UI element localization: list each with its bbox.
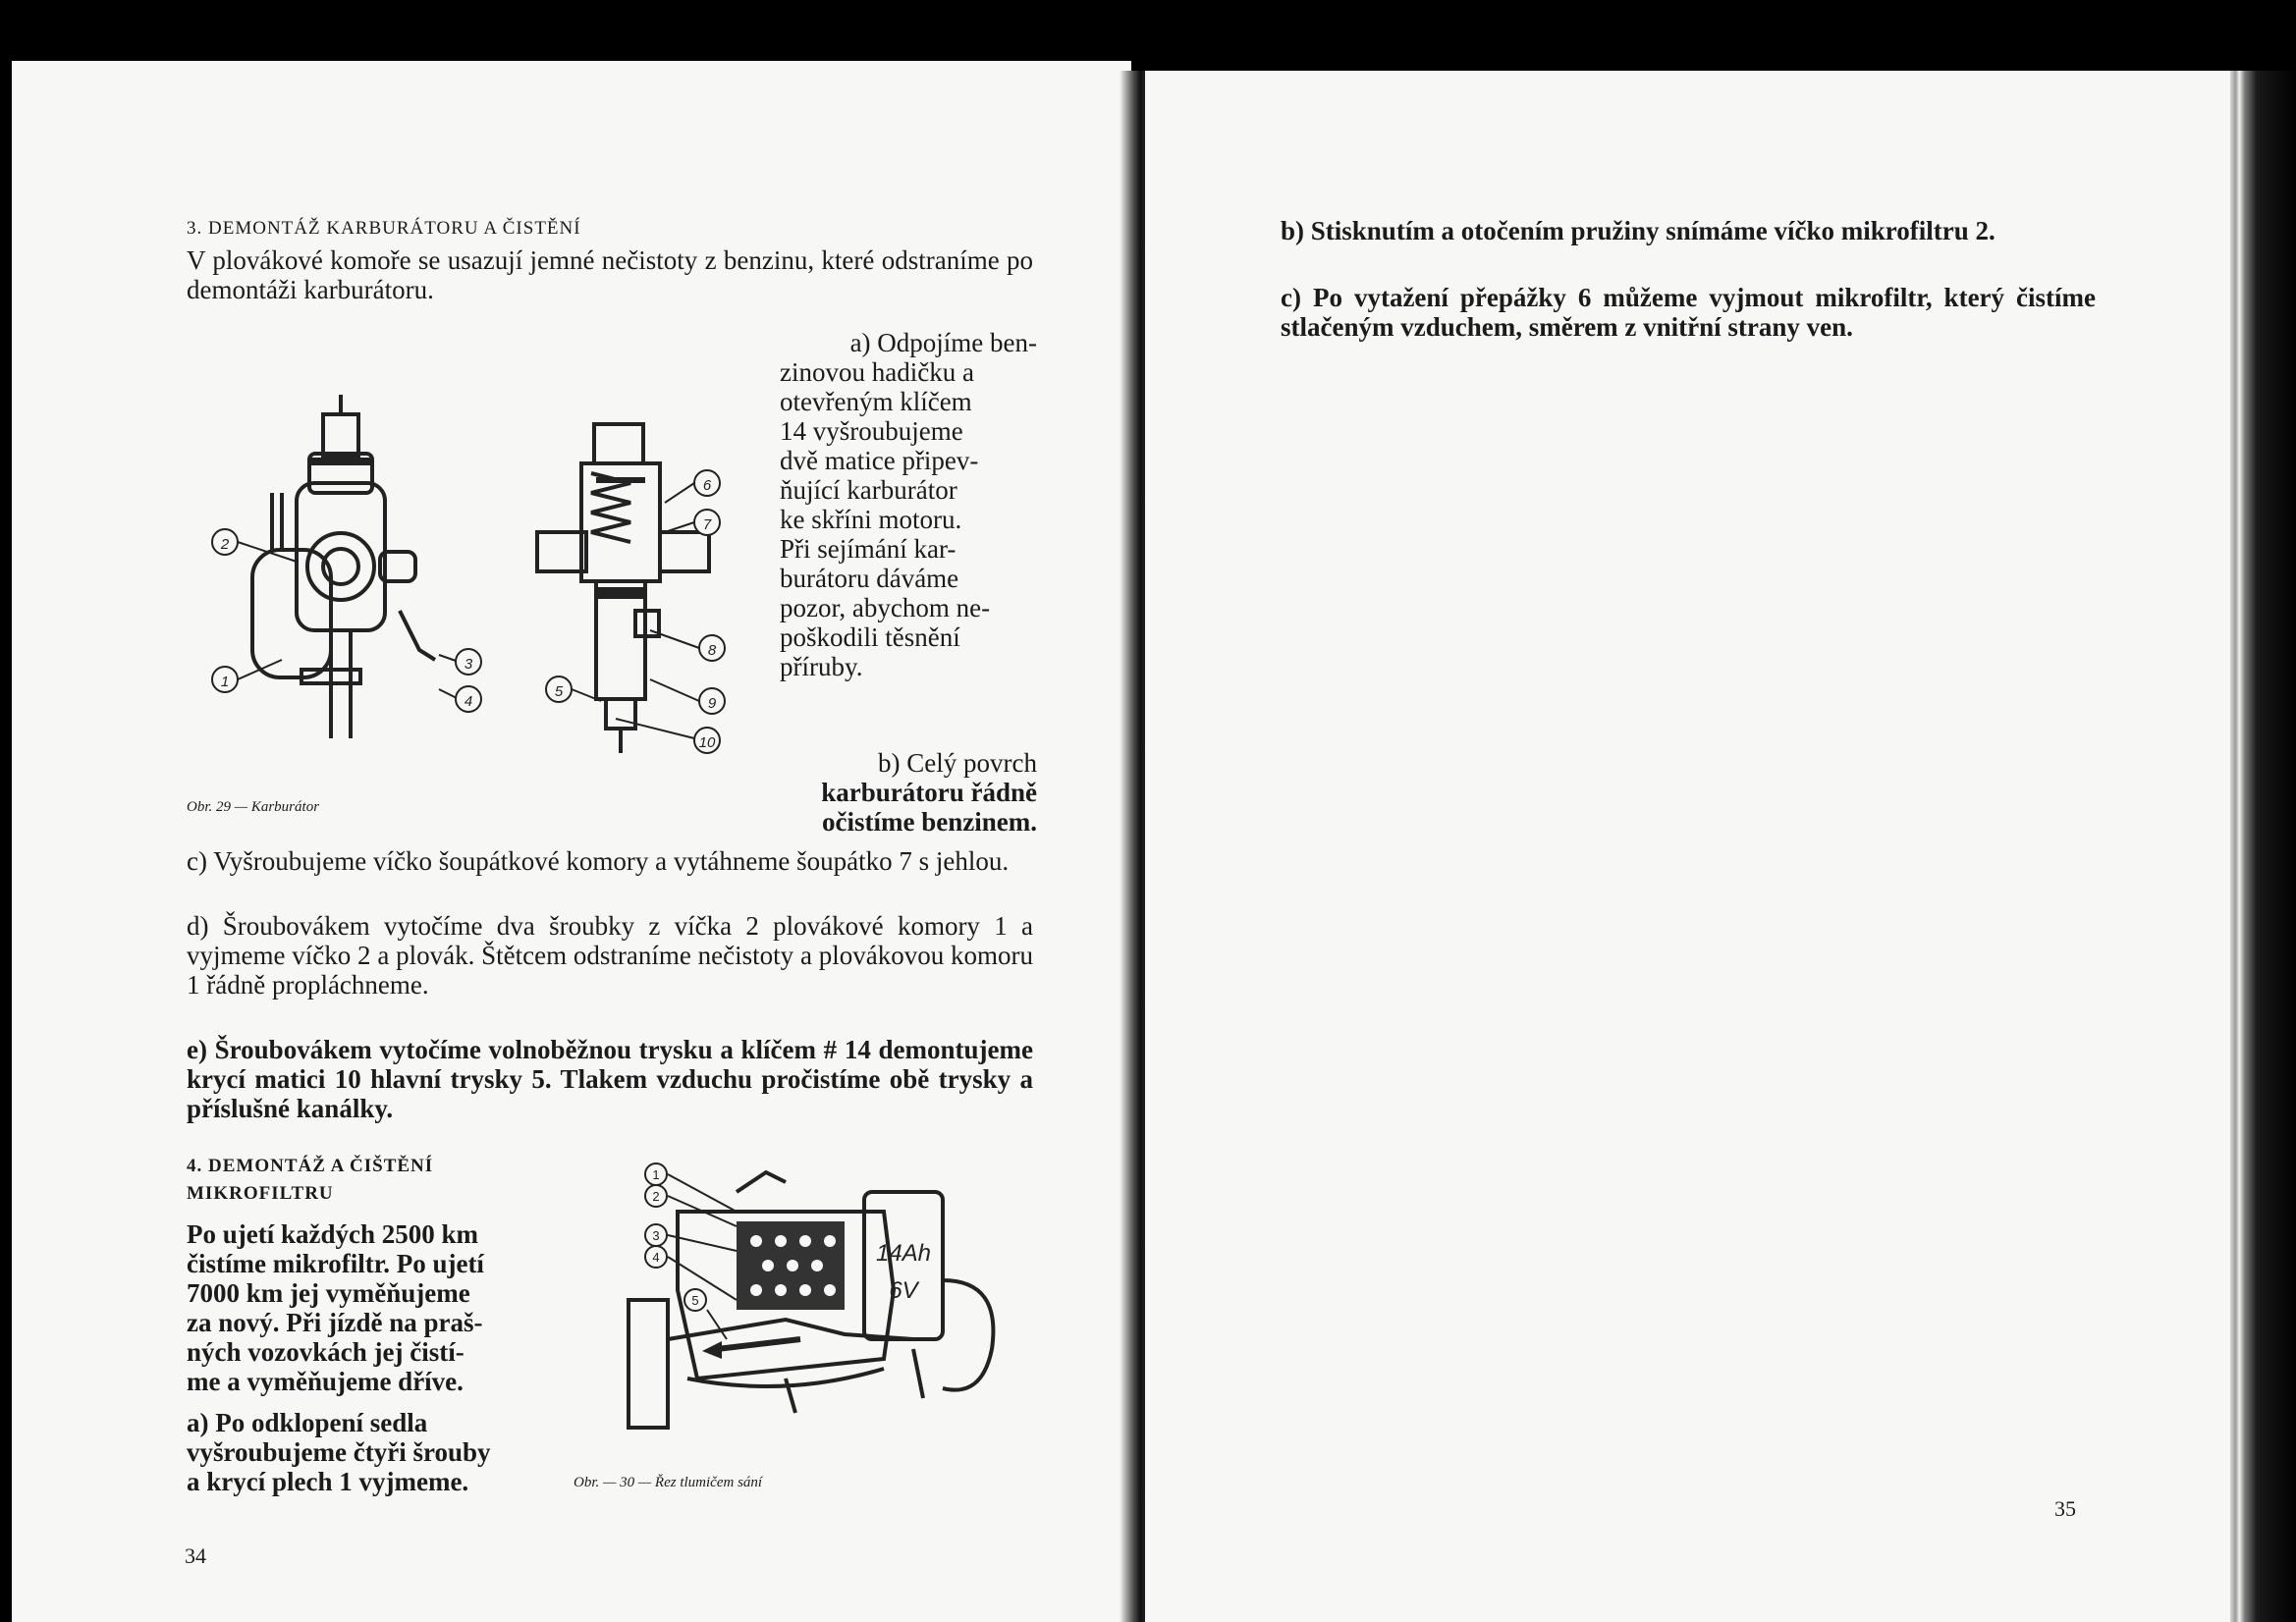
- page-number-left: 34: [185, 1543, 206, 1568]
- page-number-right: 35: [2054, 1496, 2076, 1521]
- fig30-callout-1: 1: [652, 1167, 660, 1182]
- step-d: d) Šroubovákem vytočíme dva šroubky z víčka 2 plovákové komory 1 a vyjmeme víčko 2 a plovák. Štětcem odstraníme nečistoty a plovákovou komoru 1 řádně propláchneme.: [187, 911, 1033, 1000]
- callout-8: 8: [707, 642, 717, 659]
- callout-2: 2: [220, 536, 230, 553]
- battery-voltage: 6V: [889, 1277, 918, 1304]
- knurled-cap: [311, 458, 370, 465]
- step-a-line: otevřeným klíčem: [780, 387, 972, 416]
- step-b-line: očistíme benzinem.: [822, 807, 1037, 837]
- figure-30-caption: Obr. — 30 — Řez tlumičem sání: [574, 1475, 763, 1490]
- step-b-block: [780, 748, 1037, 837]
- step-c: c) Vyšroubujeme víčko šoupátkové komory a vytáhneme šoupátko 7 s jehlou.: [187, 846, 1010, 876]
- callout-3: 3: [464, 656, 473, 673]
- callout-1: 1: [220, 674, 230, 690]
- section-4-step-a-line: a) Po odklopení sedla: [187, 1408, 428, 1437]
- right-page: [1145, 71, 2230, 1622]
- book-page-edges: [2230, 71, 2296, 1622]
- step-a-line: pozor, abychom ne-: [780, 593, 991, 622]
- figure-30-intake-silencer: [589, 1153, 1031, 1447]
- figure-29-caption: Obr. 29 — Karburátor: [187, 799, 320, 815]
- callout-7: 7: [702, 516, 712, 533]
- step-a-line: Při sejímání kar-: [780, 534, 957, 564]
- section-3-intro: V plovákové komoře se usazují jemné nečistoty z benzinu, které odstraníme po demontáži karburátoru.: [187, 245, 1033, 304]
- section-4-line: me a vyměňujeme dříve.: [187, 1367, 464, 1396]
- step-a-line: a) Odpojíme ben-: [849, 328, 1037, 357]
- section-4-title: [187, 1153, 520, 1208]
- step-a-line: 14 vyšroubujeme: [780, 416, 963, 446]
- fig30-callout-2: 2: [652, 1189, 660, 1204]
- section-4-text: [187, 1219, 550, 1396]
- callout-6: 6: [702, 477, 712, 494]
- step-a-line: zinovou hadičku a: [780, 357, 974, 387]
- step-a-line: dvě matice připev-: [780, 446, 979, 475]
- callout-5: 5: [554, 683, 564, 700]
- section-4-line: ných vozovkách jej čistí-: [187, 1337, 465, 1367]
- callout-4: 4: [464, 693, 473, 710]
- float-chamber-shape: [252, 550, 331, 677]
- section-4-line: 7000 km jej vyměňujeme: [187, 1278, 470, 1308]
- step-a-line: burátoru dáváme: [780, 564, 959, 593]
- right-step-c: c) Po vytažení přepážky 6 můžeme vyjmout mikrofiltr, který čistíme stlačeným vzduchem, směrem z vnitřní strany ven.: [1281, 283, 2096, 342]
- fig30-callout-5: 5: [691, 1293, 699, 1308]
- left-page: [12, 61, 1131, 1622]
- step-a-line: příruby.: [780, 652, 863, 681]
- section-3-title: 3. DEMONTÁŽ KARBURÁTORU A ČISTĚNÍ: [187, 218, 581, 239]
- section-4-title-line: MIKROFILTRU: [187, 1183, 334, 1204]
- section-4-step-a-line: a krycí plech 1 vyjmeme.: [187, 1467, 469, 1496]
- section-4-title-line: 4. DEMONTÁŽ A ČIŠTĚNÍ: [187, 1156, 434, 1176]
- callout-9: 9: [707, 695, 717, 712]
- section-4-line: za nový. Při jízdě na praš-: [187, 1308, 483, 1337]
- callout-10: 10: [698, 734, 716, 751]
- fig30-callout-3: 3: [652, 1228, 660, 1243]
- figure-29-carburettor: [203, 395, 734, 758]
- section-4-line: Po ujetí každých 2500 km: [187, 1219, 478, 1249]
- step-a-line: ňující karburátor: [780, 475, 957, 505]
- step-a-line: poškodili těsnění: [780, 622, 960, 652]
- section-4-step-a-line: vyšroubujeme čtyři šrouby: [187, 1437, 491, 1467]
- step-b-line: b) Celý povrch: [878, 748, 1037, 778]
- section-4-line: čistíme mikrofiltr. Po ujetí: [187, 1249, 484, 1278]
- battery-capacity: 14Ah: [875, 1240, 932, 1267]
- step-b-line: karburátoru řádně: [821, 778, 1037, 807]
- step-e: e) Šroubovákem vytočíme volnoběžnou trysku a klíčem # 14 demontujeme krycí matici 10 hlavní trysky 5. Tlakem vzduchu pročistíme obě trysky a příslušné kanálky.: [187, 1035, 1033, 1123]
- step-a-block: [780, 328, 1037, 681]
- fig30-callout-4: 4: [652, 1250, 660, 1265]
- section-4-step-a: [187, 1408, 550, 1496]
- step-a-line: ke skříni motoru.: [780, 505, 962, 534]
- right-step-b: b) Stisknutím a otočením pružiny snímáme víčko mikrofiltru 2.: [1281, 216, 1995, 245]
